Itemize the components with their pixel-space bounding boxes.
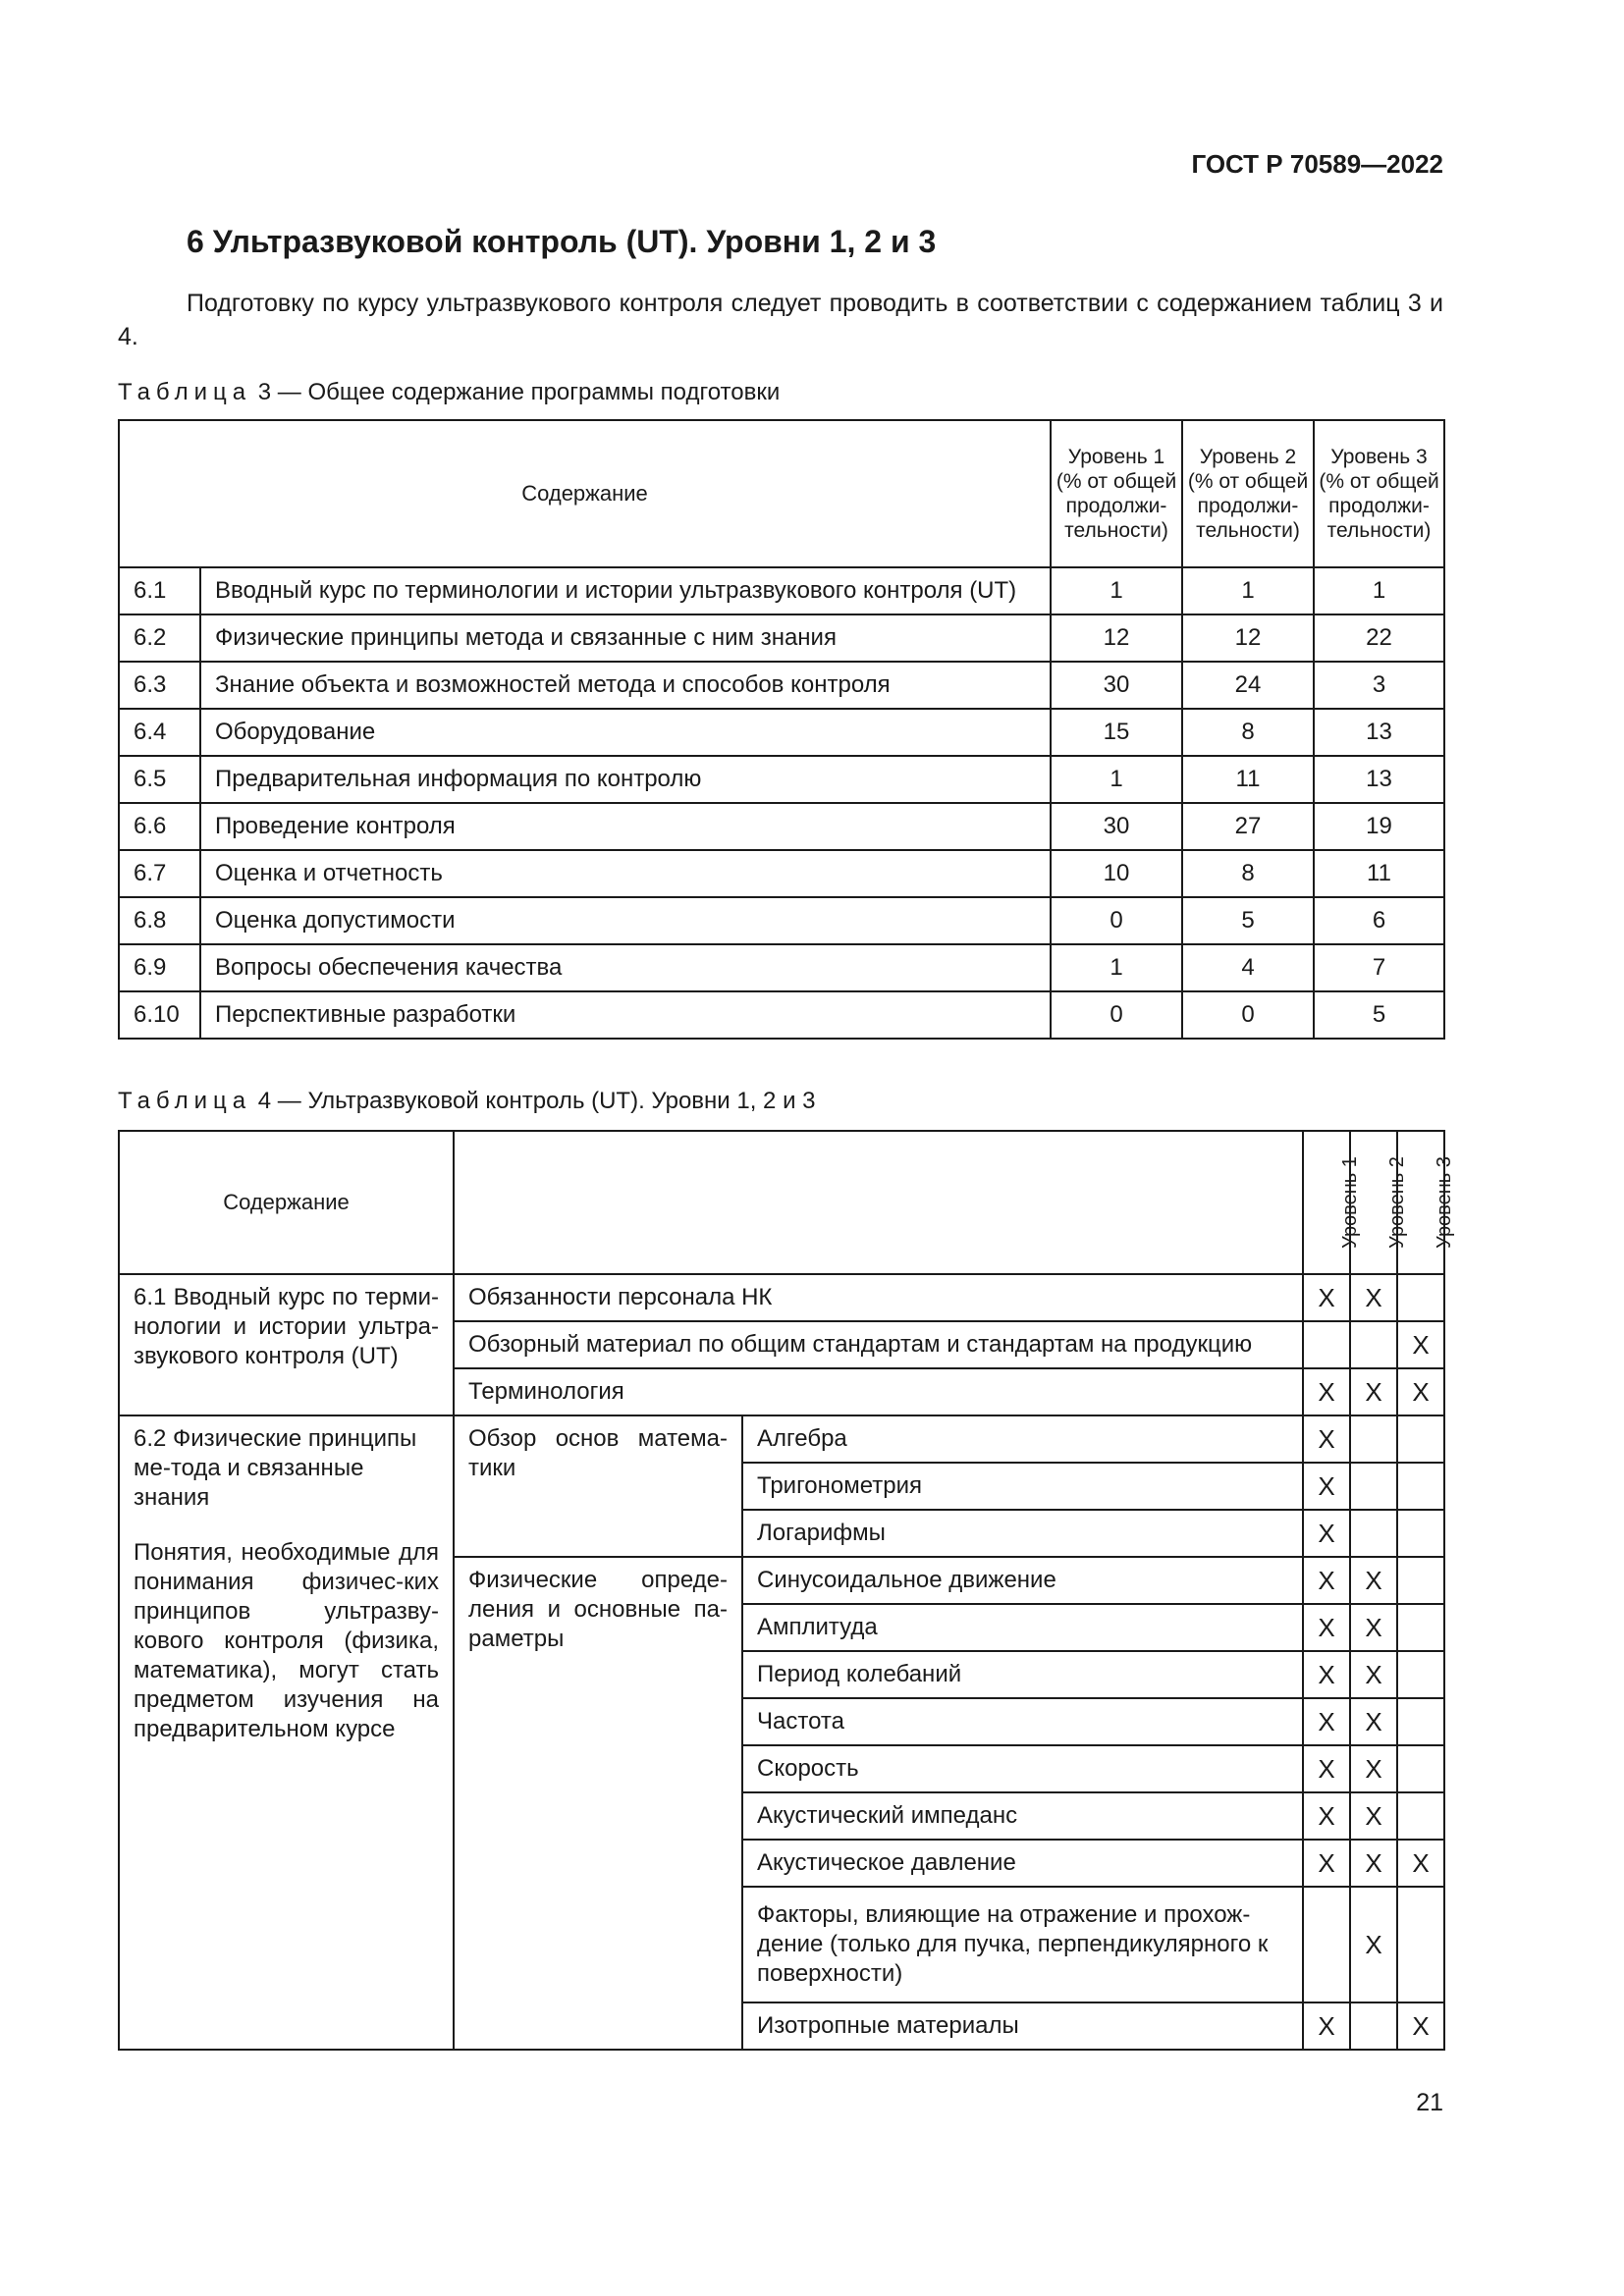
row-content: Проведение контроля — [200, 803, 1051, 850]
level-2-mark — [1350, 1510, 1397, 1557]
level-3-mark — [1397, 1745, 1444, 1792]
level-2-mark: X — [1350, 1651, 1397, 1698]
level-1-mark: X — [1303, 1792, 1350, 1840]
row-level-3-value: 13 — [1314, 756, 1444, 803]
table3-header-level-1: Уровень 1 (% от общей продолжи-тельности) — [1051, 420, 1182, 567]
row-level-1-value: 30 — [1051, 662, 1182, 709]
row-number: 6.8 — [119, 897, 200, 944]
level-3-mark — [1397, 1510, 1444, 1557]
level-3-mark — [1397, 1887, 1444, 2002]
section-intro: Подготовку по курсу ультразвукового контроля следует проводить в соответствии с содержанием таблиц 3 и 4. — [118, 290, 1443, 350]
table3-body — [119, 420, 1444, 1039]
level-1-mark: X — [1303, 1651, 1350, 1698]
level-label: Уровень 1 — [1338, 1156, 1361, 1249]
table-row — [119, 662, 1444, 709]
level-1-mark: X — [1303, 1463, 1350, 1510]
level-1-mark: X — [1303, 1274, 1350, 1321]
level-1-mark: X — [1303, 1415, 1350, 1463]
level-1-mark: X — [1303, 1510, 1350, 1557]
row-level-2-value: 4 — [1182, 944, 1314, 991]
table-row — [119, 709, 1444, 756]
table4-caption — [118, 1088, 815, 1115]
row-content: Вводный курс по терминологии и истории ультразвукового контроля (UT) — [200, 567, 1051, 614]
level-3-mark: X — [1397, 1368, 1444, 1415]
topic: Синусоидальное движение — [742, 1557, 1303, 1604]
table4-header-content: Содержание — [119, 1131, 454, 1274]
level-2-mark: X — [1350, 1604, 1397, 1651]
table4-caption-text: 4 — Ультразвуковой контроль (UT). Уровни 1, 2 и 3 — [257, 1088, 816, 1114]
row-number: 6.6 — [119, 803, 200, 850]
table3 — [118, 419, 1445, 1040]
level-3-mark — [1397, 1651, 1444, 1698]
table4-header-blank — [454, 1131, 1303, 1274]
row-level-3-value: 22 — [1314, 614, 1444, 662]
table3-caption — [118, 379, 780, 406]
topic: Изотропные материалы — [742, 2002, 1303, 2050]
group-physics: Физические опреде-ления и основные па-раметры — [454, 1557, 742, 2050]
level-2-mark — [1350, 1463, 1397, 1510]
topic: Факторы, влияющие на отражение и прохож-дение (только для пучка, перпендикулярного к поверхности) — [742, 1887, 1303, 2002]
table4-body — [119, 1131, 1455, 2050]
level-3-mark: X — [1397, 2002, 1444, 2050]
row-level-2-value: 12 — [1182, 614, 1314, 662]
section-6-2-note: Понятия, необходимые для понимания физичес-ких принципов ультразву-кового контроля (физика, математика), могут стать предметом изучения на предварительном курсе — [134, 1539, 439, 1742]
row-level-2-value: 8 — [1182, 709, 1314, 756]
row-level-3-value: 11 — [1314, 850, 1444, 897]
level-label: Уровень 3 — [1433, 1156, 1455, 1249]
row-level-3-value: 7 — [1314, 944, 1444, 991]
table-row — [119, 567, 1444, 614]
level-1-mark: X — [1303, 1368, 1350, 1415]
level-3-mark: X — [1397, 1840, 1444, 1887]
row-content: Перспективные разработки — [200, 991, 1051, 1039]
row-level-1-value: 0 — [1051, 991, 1182, 1039]
topic: Акустический импеданс — [742, 1792, 1303, 1840]
row-number: 6.5 — [119, 756, 200, 803]
row-content: Оборудование — [200, 709, 1051, 756]
table-row — [119, 1274, 1444, 1321]
row-level-2-value: 0 — [1182, 991, 1314, 1039]
section-title: 6 Ультразвуковой контроль (UT). Уровни 1, 2 и 3 — [187, 224, 937, 259]
table-row — [119, 944, 1444, 991]
topic: Алгебра — [742, 1415, 1303, 1463]
topic: Амплитуда — [742, 1604, 1303, 1651]
document-code: ГОСТ Р 70589—2022 — [1191, 149, 1443, 179]
row-number: 6.2 — [119, 614, 200, 662]
table-row — [119, 897, 1444, 944]
group-math: Обзор основ матема-тики — [454, 1415, 742, 1557]
section-6-2-title: 6.2 Физические принципы ме-тода и связанные знания — [134, 1425, 417, 1511]
level-1-mark — [1303, 1887, 1350, 2002]
row-content: Оценка допустимости — [200, 897, 1051, 944]
table4 — [118, 1130, 1455, 2051]
row-content: Физические принципы метода и связанные с ним знания — [200, 614, 1051, 662]
topic: Обязанности персонала НК — [454, 1274, 1303, 1321]
level-2-mark — [1350, 2002, 1397, 2050]
level-label: Уровень 2 — [1385, 1156, 1408, 1249]
level-3-mark — [1397, 1698, 1444, 1745]
topic: Тригонометрия — [742, 1463, 1303, 1510]
row-level-3-value: 5 — [1314, 991, 1444, 1039]
row-level-3-value: 1 — [1314, 567, 1444, 614]
row-content: Предварительная информация по контролю — [200, 756, 1051, 803]
row-number: 6.10 — [119, 991, 200, 1039]
topic: Логарифмы — [742, 1510, 1303, 1557]
topic: Частота — [742, 1698, 1303, 1745]
level-2-mark: X — [1350, 1557, 1397, 1604]
table-row — [119, 614, 1444, 662]
level-2-mark: X — [1350, 1792, 1397, 1840]
row-level-3-value: 6 — [1314, 897, 1444, 944]
table-row — [119, 803, 1444, 850]
level-1-mark: X — [1303, 1604, 1350, 1651]
row-level-1-value: 10 — [1051, 850, 1182, 897]
topic: Акустическое давление — [742, 1840, 1303, 1887]
level-3-mark — [1397, 1604, 1444, 1651]
level-2-mark: X — [1350, 1274, 1397, 1321]
row-level-1-value: 0 — [1051, 897, 1182, 944]
level-1-mark — [1303, 1321, 1350, 1368]
row-level-2-value: 5 — [1182, 897, 1314, 944]
level-1-mark: X — [1303, 2002, 1350, 2050]
level-2-mark — [1350, 1321, 1397, 1368]
table3-header-row — [119, 420, 1444, 567]
row-level-1-value: 12 — [1051, 614, 1182, 662]
level-1-mark: X — [1303, 1745, 1350, 1792]
level-2-mark: X — [1350, 1887, 1397, 2002]
table-row — [119, 991, 1444, 1039]
row-level-3-value: 3 — [1314, 662, 1444, 709]
row-content: Знание объекта и возможностей метода и способов контроля — [200, 662, 1051, 709]
table4-caption-label: Таблица — [118, 1088, 252, 1114]
row-level-1-value: 30 — [1051, 803, 1182, 850]
level-1-mark: X — [1303, 1840, 1350, 1887]
level-2-mark — [1350, 1415, 1397, 1463]
level-3-mark — [1397, 1557, 1444, 1604]
topic: Период колебаний — [742, 1651, 1303, 1698]
table4-header-level-1 — [1303, 1131, 1361, 1274]
table3-header-level-3: Уровень 3 (% от общей продолжи-тельности) — [1314, 420, 1444, 567]
page-number: 21 — [1416, 2089, 1443, 2116]
level-3-mark — [1397, 1792, 1444, 1840]
table-row — [119, 1415, 1444, 1463]
row-level-2-value: 24 — [1182, 662, 1314, 709]
level-1-mark: X — [1303, 1557, 1350, 1604]
level-3-mark — [1397, 1415, 1444, 1463]
level-2-mark: X — [1350, 1745, 1397, 1792]
row-level-3-value: 19 — [1314, 803, 1444, 850]
row-level-1-value: 1 — [1051, 944, 1182, 991]
row-level-1-value: 1 — [1051, 756, 1182, 803]
table3-caption-label: Таблица — [118, 379, 252, 405]
level-2-mark: X — [1350, 1840, 1397, 1887]
table-row — [119, 850, 1444, 897]
table3-header-level-2: Уровень 2 (% от общей продолжи-тельности) — [1182, 420, 1314, 567]
row-number: 6.7 — [119, 850, 200, 897]
table4-header-row — [119, 1131, 1444, 1274]
level-1-mark: X — [1303, 1698, 1350, 1745]
level-3-mark — [1397, 1463, 1444, 1510]
row-level-2-value: 1 — [1182, 567, 1314, 614]
level-2-mark: X — [1350, 1698, 1397, 1745]
row-level-2-value: 27 — [1182, 803, 1314, 850]
table-row — [119, 756, 1444, 803]
row-level-1-value: 15 — [1051, 709, 1182, 756]
row-number: 6.4 — [119, 709, 200, 756]
row-number: 6.3 — [119, 662, 200, 709]
row-level-2-value: 8 — [1182, 850, 1314, 897]
level-2-mark: X — [1350, 1368, 1397, 1415]
table3-caption-text: 3 — Общее содержание программы подготовки — [257, 379, 781, 405]
level-3-mark — [1397, 1274, 1444, 1321]
table3-header-content: Содержание — [119, 420, 1051, 567]
row-level-2-value: 11 — [1182, 756, 1314, 803]
topic: Терминология — [454, 1368, 1303, 1415]
row-level-1-value: 1 — [1051, 567, 1182, 614]
row-content: Вопросы обеспечения качества — [200, 944, 1051, 991]
level-3-mark: X — [1397, 1321, 1444, 1368]
section-6-1-label: 6.1 Вводный курс по терми-нологии и истории ультра-звукового контроля (UT) — [119, 1274, 454, 1415]
row-content: Оценка и отчетность — [200, 850, 1051, 897]
topic: Обзорный материал по общим стандартам и стандартам на продукцию — [454, 1321, 1303, 1368]
row-level-3-value: 13 — [1314, 709, 1444, 756]
row-number: 6.9 — [119, 944, 200, 991]
section-6-2-label — [119, 1415, 454, 2050]
topic: Скорость — [742, 1745, 1303, 1792]
row-number: 6.1 — [119, 567, 200, 614]
